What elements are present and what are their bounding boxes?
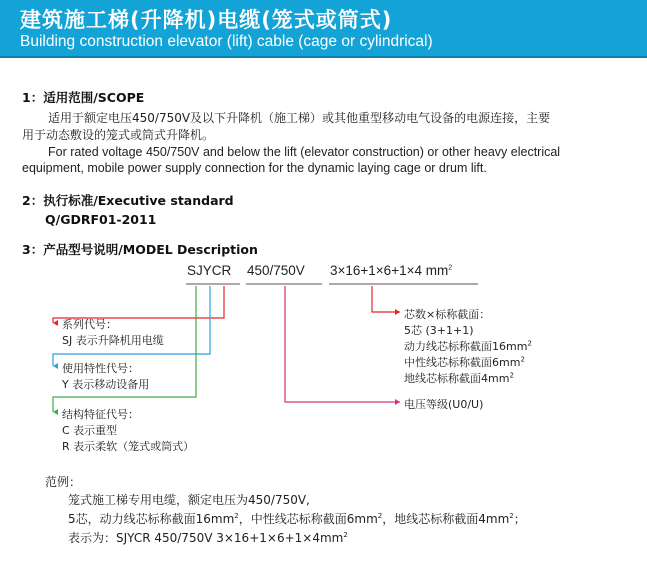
cores-line4: 地线芯标称截面$4mm^2$ (404, 371, 514, 385)
cores-line1: 5芯 (3+1+1) (404, 324, 474, 337)
usage-desc: Y 表示移动设备用 (62, 378, 150, 391)
standard-value: Q/GDRF01-2011 (45, 212, 157, 227)
scope-heading: 1：适用范围/SCOPE (22, 90, 145, 105)
header-title-zh: 建筑施工梯(升降机)电缆(笼式或筒式) (20, 8, 393, 32)
series-desc: SJ 表示升降机用电缆 (62, 334, 164, 347)
model-code: SJYCR (187, 263, 232, 278)
structure-connector (53, 286, 196, 412)
voltage-grade: 电压等级(U0/U) (404, 398, 484, 411)
model-spec: 3×16+1×6+1×4 $mm^2$ (330, 263, 453, 278)
cores-title: 芯数×标称截面： (404, 308, 491, 321)
example-line1: 笼式施工梯专用电缆，额定电压为450/750V, (68, 493, 310, 507)
structure-title: 结构特征代号： (62, 408, 139, 421)
standard-heading: 2：执行标准/Executive standard (22, 193, 234, 208)
model-heading: 3：产品型号说明/MODEL Description (22, 242, 258, 257)
scope-zh-line1: 适用于额定电压450/750V及以下升降机（施工梯）或其他重型移动电气设备的电源连接，主要 (48, 111, 551, 125)
cores-connector (372, 286, 400, 312)
series-title: 系列代号： (62, 318, 117, 331)
model-voltage: 450/750V (247, 263, 305, 278)
scope-en-line1: For rated voltage 450/750V and below the lift (elevator construction) or other heavy electrical (48, 145, 561, 159)
example-line3: 表示为：SJYCR 450/750V $3\times 16+1\times 6+1\times 4mm^2$ (68, 531, 348, 545)
structure-c: C 表示重型 (62, 424, 118, 437)
scope-en-line2: equipment, mobile power supply connection for the dynamic laying cage or drum lift. (22, 161, 487, 175)
cores-line3: 中性线芯标称截面$6mm^2$ (404, 355, 525, 369)
structure-r: R 表示柔软（笼式或筒式） (62, 440, 195, 453)
header-title-en: Building construction elevator (lift) cable (cage or cylindrical) (20, 33, 433, 50)
voltage-grade-connector (285, 286, 400, 402)
cores-line2: 动力线芯标称截面$16mm^2$ (404, 339, 532, 353)
example-line2: 5芯，动力线芯标称截面$16mm^2$，中性线芯标称截面$6mm^2$，地线芯标称截面$4mm^2$； (68, 512, 526, 526)
usage-title: 使用特性代号： (62, 362, 139, 375)
example-heading: 范例： (45, 475, 82, 489)
scope-zh-line2: 用于动态敷设的笼式或筒式升降机。 (22, 128, 215, 142)
